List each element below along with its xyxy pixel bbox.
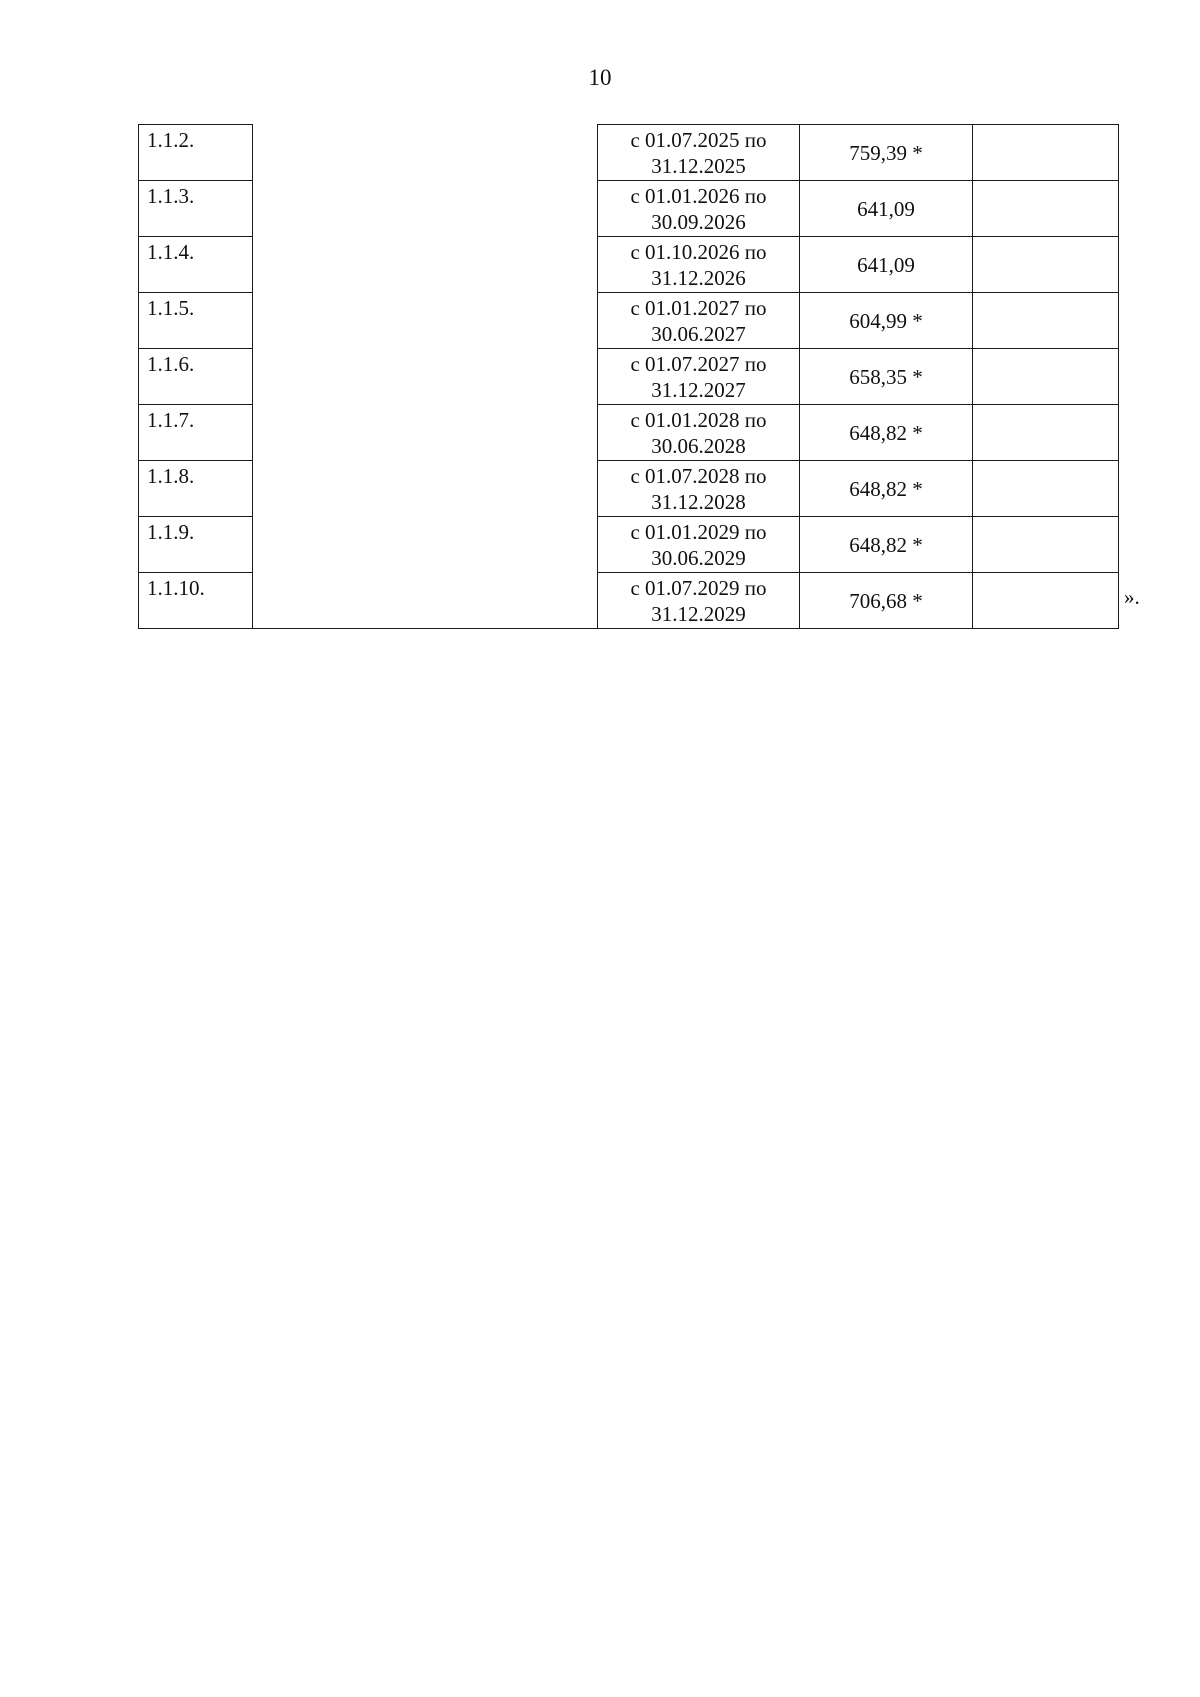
period-start: с 01.10.2026 по bbox=[630, 239, 767, 264]
tariff-value: 641,09 bbox=[800, 181, 973, 237]
tariff-value: 648,82 * bbox=[800, 405, 973, 461]
period-end: 31.12.2025 bbox=[651, 153, 746, 178]
closing-quote-mark: ». bbox=[1124, 585, 1140, 609]
row-number: 1.1.7. bbox=[139, 405, 253, 461]
empty-cell bbox=[973, 517, 1119, 573]
tariff-value: 641,09 bbox=[800, 237, 973, 293]
row-number: 1.1.4. bbox=[139, 237, 253, 293]
tariff-table bbox=[138, 124, 1119, 629]
empty-cell bbox=[973, 237, 1119, 293]
empty-cell bbox=[253, 405, 598, 461]
empty-cell bbox=[973, 349, 1119, 405]
period-end: 31.12.2027 bbox=[651, 377, 746, 402]
period-start: с 01.07.2028 по bbox=[630, 463, 767, 488]
empty-cell bbox=[253, 349, 598, 405]
tariff-value: 604,99 * bbox=[800, 293, 973, 349]
tariff-value: 648,82 * bbox=[800, 461, 973, 517]
tariff-value: 706,68 * bbox=[800, 573, 973, 629]
table-row bbox=[139, 405, 1119, 461]
period-end: 31.12.2029 bbox=[651, 601, 746, 626]
period-cell bbox=[598, 349, 800, 405]
period-cell bbox=[598, 237, 800, 293]
empty-cell bbox=[253, 573, 598, 629]
table-row bbox=[139, 181, 1119, 237]
table-row bbox=[139, 349, 1119, 405]
table-row bbox=[139, 517, 1119, 573]
empty-cell bbox=[253, 181, 598, 237]
empty-cell bbox=[973, 405, 1119, 461]
row-number: 1.1.5. bbox=[139, 293, 253, 349]
empty-cell bbox=[973, 573, 1119, 629]
period-cell bbox=[598, 125, 800, 181]
empty-cell bbox=[253, 517, 598, 573]
row-number: 1.1.10. bbox=[139, 573, 253, 629]
period-cell bbox=[598, 293, 800, 349]
period-start: с 01.01.2026 по bbox=[630, 183, 767, 208]
period-start: с 01.07.2029 по bbox=[630, 575, 767, 600]
row-number: 1.1.9. bbox=[139, 517, 253, 573]
period-start: с 01.01.2029 по bbox=[630, 519, 767, 544]
empty-cell bbox=[253, 461, 598, 517]
row-number: 1.1.8. bbox=[139, 461, 253, 517]
empty-cell bbox=[973, 461, 1119, 517]
tariff-value: 648,82 * bbox=[800, 517, 973, 573]
period-start: с 01.07.2025 по bbox=[630, 127, 767, 152]
period-end: 31.12.2028 bbox=[651, 489, 746, 514]
table-row bbox=[139, 237, 1119, 293]
period-end: 30.06.2029 bbox=[651, 545, 746, 570]
period-end: 30.09.2026 bbox=[651, 209, 746, 234]
period-cell bbox=[598, 405, 800, 461]
empty-cell bbox=[973, 181, 1119, 237]
empty-cell bbox=[253, 237, 598, 293]
period-start: с 01.01.2027 по bbox=[630, 295, 767, 320]
empty-cell bbox=[253, 125, 598, 181]
table-row bbox=[139, 293, 1119, 349]
period-cell bbox=[598, 573, 800, 629]
empty-cell bbox=[973, 125, 1119, 181]
tariff-value: 759,39 * bbox=[800, 125, 973, 181]
table-row bbox=[139, 461, 1119, 517]
tariff-value: 658,35 * bbox=[800, 349, 973, 405]
page-number: 10 bbox=[588, 65, 612, 90]
empty-cell bbox=[253, 293, 598, 349]
row-number: 1.1.6. bbox=[139, 349, 253, 405]
table-row bbox=[139, 573, 1119, 629]
period-end: 31.12.2026 bbox=[651, 265, 746, 290]
period-start: с 01.01.2028 по bbox=[630, 407, 767, 432]
row-number: 1.1.2. bbox=[139, 125, 253, 181]
empty-cell bbox=[973, 293, 1119, 349]
period-end: 30.06.2028 bbox=[651, 433, 746, 458]
table-row bbox=[139, 125, 1119, 181]
row-number: 1.1.3. bbox=[139, 181, 253, 237]
period-end: 30.06.2027 bbox=[651, 321, 746, 346]
period-start: с 01.07.2027 по bbox=[630, 351, 767, 376]
period-cell bbox=[598, 461, 800, 517]
period-cell bbox=[598, 181, 800, 237]
period-cell bbox=[598, 517, 800, 573]
